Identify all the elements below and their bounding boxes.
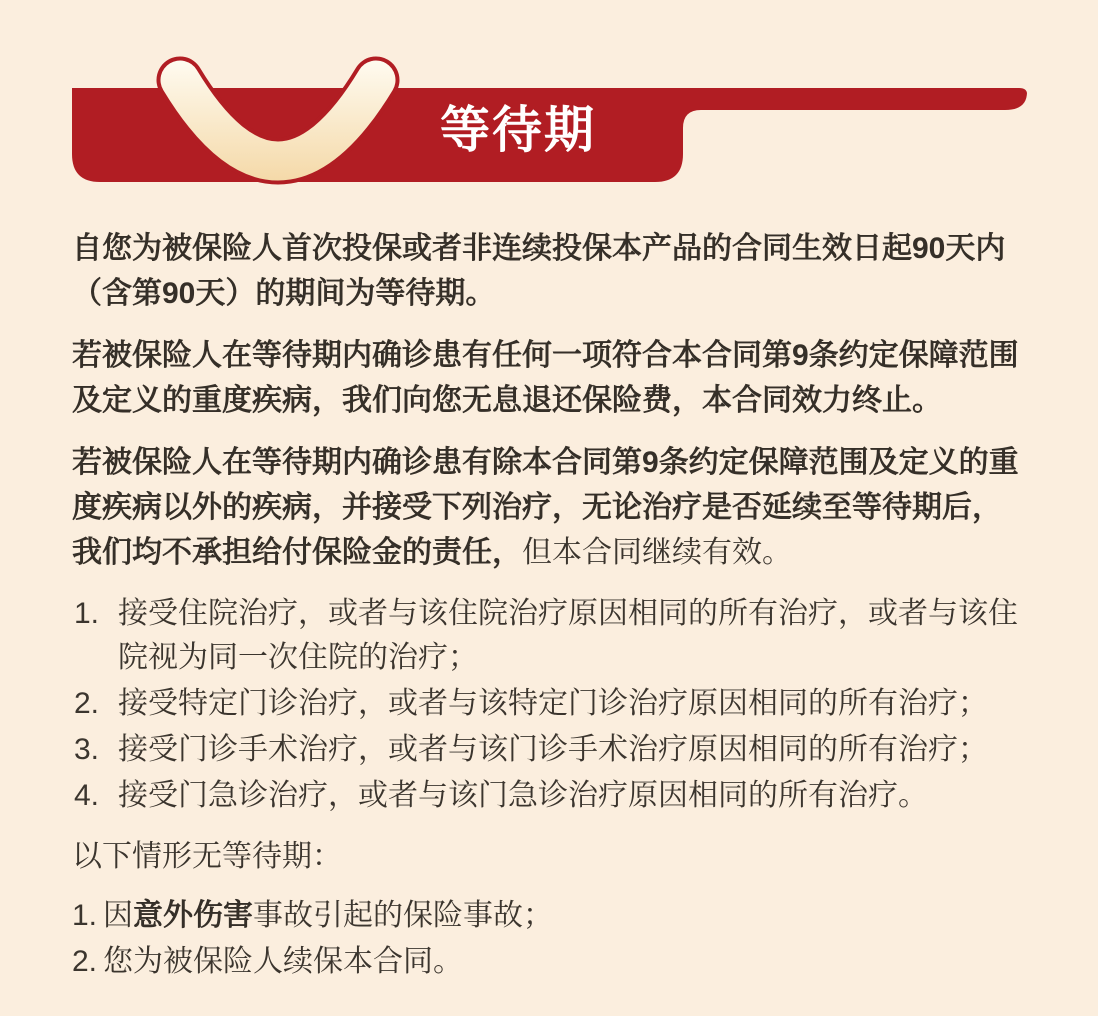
list-item-text: 接受门急诊治疗，或者与该门急诊治疗原因相同的所有治疗。 (118, 779, 928, 812)
treatment-clause-regular-text: 但本合同继续有效。 (522, 536, 792, 569)
no-waiting-item-2 (72, 939, 1030, 985)
paragraph-treatment-clause (72, 440, 1030, 575)
accident-injury-bold-text: 意外伤害 (133, 899, 253, 932)
list-number: 3. (74, 733, 100, 766)
header-banner (0, 0, 1098, 200)
banner-graphic (0, 0, 1098, 200)
no-waiting-item-1-suffix: 事故引起的保险事故； (253, 899, 553, 932)
treatment-list-item-3 (72, 728, 1030, 772)
no-waiting-period-list (72, 893, 1030, 985)
list-number: 1. (72, 899, 98, 932)
list-item-text: 接受特定门诊治疗，或者与该特定门诊治疗原因相同的所有治疗； (118, 687, 988, 720)
treatment-list-item-1 (72, 592, 1030, 680)
paragraph-waiting-period-definition: 自您为被保险人首次投保或者非连续投保本产品的合同生效日起90天内（含第90天）的期间为等待期。 (72, 232, 1006, 310)
list-number: 1. (74, 597, 100, 630)
list-number: 2. (72, 945, 98, 978)
no-waiting-item-2-text: 您为被保险人续保本合同。 (103, 945, 463, 978)
list-item-text: 接受门诊手术治疗，或者与该门诊手术治疗原因相同的所有治疗； (118, 733, 988, 766)
no-waiting-item-1-prefix: 因 (103, 899, 133, 932)
no-waiting-period-intro: 以下情形无等待期： (72, 840, 342, 873)
treatment-list-item-2 (72, 682, 1030, 726)
content-area (0, 200, 1098, 985)
paragraph-refund-clause: 若被保险人在等待期内确诊患有任何一项符合本合同第9条约定保障范围及定义的重度疾病，我们向您无息退还保险费，本合同效力终止。 (72, 339, 1019, 417)
list-item-text: 接受住院治疗，或者与该住院治疗原因相同的所有治疗，或者与该住院视为同一次住院的治疗； (118, 597, 1018, 674)
list-number: 4. (74, 779, 100, 812)
page-title: 等待期 (440, 102, 596, 158)
list-number: 2. (74, 687, 100, 720)
treatment-list-item-4 (72, 774, 1030, 818)
treatment-clause-bold-text: 若被保险人在等待期内确诊患有除本合同第9条约定保障范围及定义的重度疾病以外的疾病，并接受下列治疗，无论治疗是否延续至等待期后，我们均不承担给付保险金的责任， (72, 446, 1019, 569)
treatment-list (72, 592, 1030, 818)
no-waiting-item-1 (72, 893, 1030, 939)
